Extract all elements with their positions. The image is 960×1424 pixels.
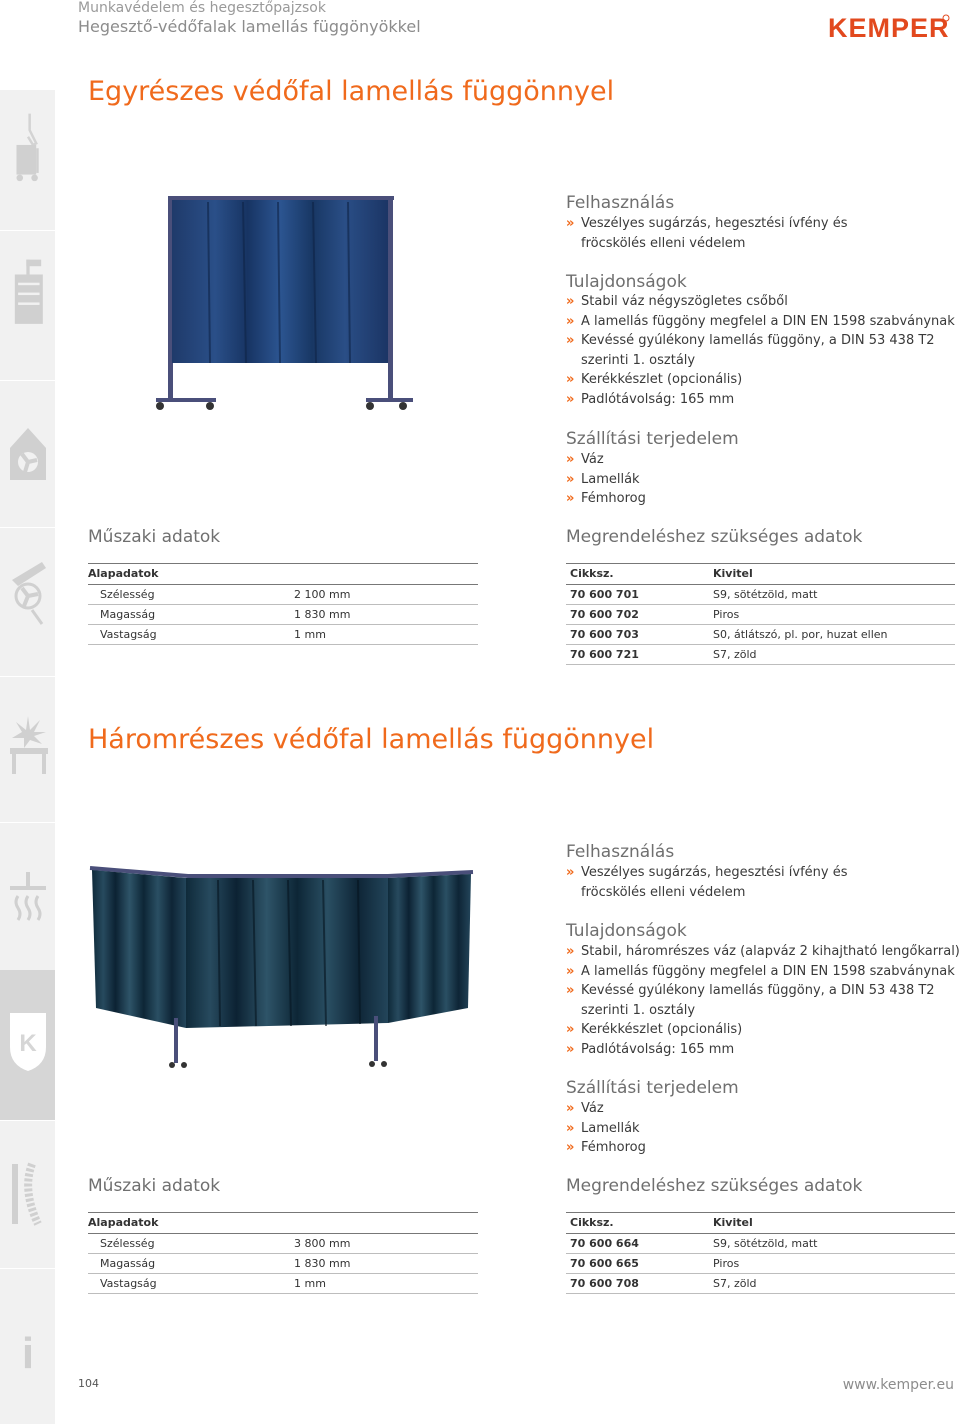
svg-text:KEMPER: KEMPER — [828, 13, 950, 42]
header-category: Munkavédelem és hegesztőpajzsok — [78, 0, 326, 16]
arm-fan-icon[interactable] — [8, 560, 48, 630]
delivery-heading: Szállítási terjedelem — [566, 1078, 739, 1098]
table-row: 70 600 665 Piros — [566, 1254, 955, 1274]
properties-list — [566, 942, 960, 1059]
page-number: 104 — [78, 1377, 99, 1390]
tech-data-heading: Műszaki adatok — [88, 527, 221, 547]
svg-text:i: i — [21, 1329, 35, 1378]
table-row: 70 600 703 S0, átlátszó, pl. por, huzat ellen — [566, 625, 955, 645]
list-item: » Fémhorog — [566, 1140, 646, 1155]
welding-torch-trolley-icon[interactable] — [8, 112, 48, 182]
delivery-list — [566, 1099, 646, 1158]
header-subcategory: Hegesztő-védőfalak lamellás függönyökkel — [78, 17, 421, 36]
table-header: Cikksz. Kivitel — [566, 1212, 955, 1234]
delivery-list — [566, 450, 646, 509]
sidebar-divider — [0, 676, 55, 677]
list-item: szerinti 1. osztály — [581, 1002, 696, 1018]
list-item: » A lamellás függöny megfelel a DIN EN 1598 szabványnak — [566, 313, 955, 329]
list-item: » A lamellás függöny megfelel a DIN EN 1598 szabványnak — [566, 963, 955, 979]
table-row: 70 600 721 S7, zöld — [566, 645, 955, 665]
usage-list — [566, 863, 848, 902]
list-item: » Stabil, háromrészes váz (alapváz 2 kihajtható lengőkarral) — [566, 944, 960, 959]
table-row: Magasság 1 830 mm — [88, 1254, 478, 1274]
order-data-heading: Megrendeléshez szükséges adatok — [566, 1176, 863, 1196]
list-item: » Padlótávolság: 165 mm — [566, 391, 735, 407]
list-item: » Lamellák — [566, 1120, 640, 1136]
sidebar-divider — [0, 527, 55, 528]
table-header: Cikksz. Kivitel — [566, 563, 955, 585]
product-image-single-screen — [138, 188, 413, 423]
list-item: » Kerékkészlet (opcionális) — [566, 1022, 743, 1037]
section-title: Háromrészes védőfal lamellás függönnyel — [88, 724, 655, 755]
table-row: Szélesség 2 100 mm — [88, 585, 478, 605]
svg-text:K: K — [19, 1030, 37, 1057]
order-table — [566, 563, 955, 665]
list-item: » Kevéssé gyúlékony lamellás függöny, a DIN 53 438 T2 — [566, 983, 935, 998]
list-item: szerinti 1. osztály — [581, 352, 696, 368]
website-link[interactable]: www.kemper.eu — [842, 1377, 954, 1393]
tech-data-heading: Műszaki adatok — [88, 1176, 221, 1196]
table-row: 70 600 702 Piros — [566, 605, 955, 625]
properties-heading: Tulajdonságok — [566, 272, 687, 292]
table-row: Vastagság 1 mm — [88, 1274, 478, 1294]
table-header: Alapadatok — [88, 1212, 478, 1234]
fume-extractor-icon[interactable] — [8, 258, 48, 328]
heating-table-icon[interactable] — [8, 868, 48, 938]
tech-table — [88, 1212, 478, 1294]
sidebar-divider — [0, 822, 55, 823]
order-table — [566, 1212, 955, 1294]
list-item: » Veszélyes sugárzás, hegesztési ívfény és — [566, 216, 848, 231]
sidebar-divider — [0, 380, 55, 381]
sidebar-divider — [0, 1120, 55, 1121]
table-row: Magasság 1 830 mm — [88, 605, 478, 625]
list-item: » Váz — [566, 1101, 604, 1116]
list-item: » Padlótávolság: 165 mm — [566, 1041, 735, 1057]
table-row: 70 600 708 S7, zöld — [566, 1274, 955, 1294]
tech-table — [88, 563, 478, 645]
hose-icon[interactable] — [8, 1160, 48, 1230]
table-header: Alapadatok — [88, 563, 478, 585]
list-item: » Lamellák — [566, 471, 640, 487]
list-item: » Stabil váz négyszögletes csőből — [566, 294, 788, 309]
kemper-logo — [828, 12, 950, 42]
sidebar-divider — [0, 1268, 55, 1269]
product-image-three-part-screen — [88, 858, 478, 1073]
welding-table-sparks-icon[interactable] — [8, 712, 48, 782]
list-item: » Váz — [566, 452, 604, 467]
house-fan-icon[interactable] — [8, 418, 48, 488]
properties-heading: Tulajdonságok — [566, 921, 687, 941]
usage-list — [566, 214, 848, 253]
section-title: Egyrészes védőfal lamellás függönnyel — [88, 76, 615, 107]
usage-heading: Felhasználás — [566, 842, 675, 862]
delivery-heading: Szállítási terjedelem — [566, 429, 739, 449]
sidebar-divider — [0, 230, 55, 231]
list-item: fröcskölés elleni védelem — [581, 235, 746, 251]
properties-list — [566, 292, 955, 409]
list-item: » Fémhorog — [566, 491, 646, 506]
usage-heading: Felhasználás — [566, 193, 675, 213]
table-row: Vastagság 1 mm — [88, 625, 478, 645]
table-row: 70 600 664 S9, sötétzöld, matt — [566, 1234, 955, 1254]
list-item: fröcskölés elleni védelem — [581, 884, 746, 900]
list-item: » Veszélyes sugárzás, hegesztési ívfény és — [566, 865, 848, 880]
list-item: » Kevéssé gyúlékony lamellás függöny, a DIN 53 438 T2 — [566, 333, 935, 348]
order-data-heading: Megrendeléshez szükséges adatok — [566, 527, 863, 547]
list-item: » Kerékkészlet (opcionális) — [566, 372, 743, 387]
table-row: 70 600 701 S9, sötétzöld, matt — [566, 585, 955, 605]
kemper-shield-icon[interactable] — [8, 1005, 48, 1075]
table-row: Szélesség 3 800 mm — [88, 1234, 478, 1254]
info-icon[interactable] — [8, 1318, 48, 1388]
